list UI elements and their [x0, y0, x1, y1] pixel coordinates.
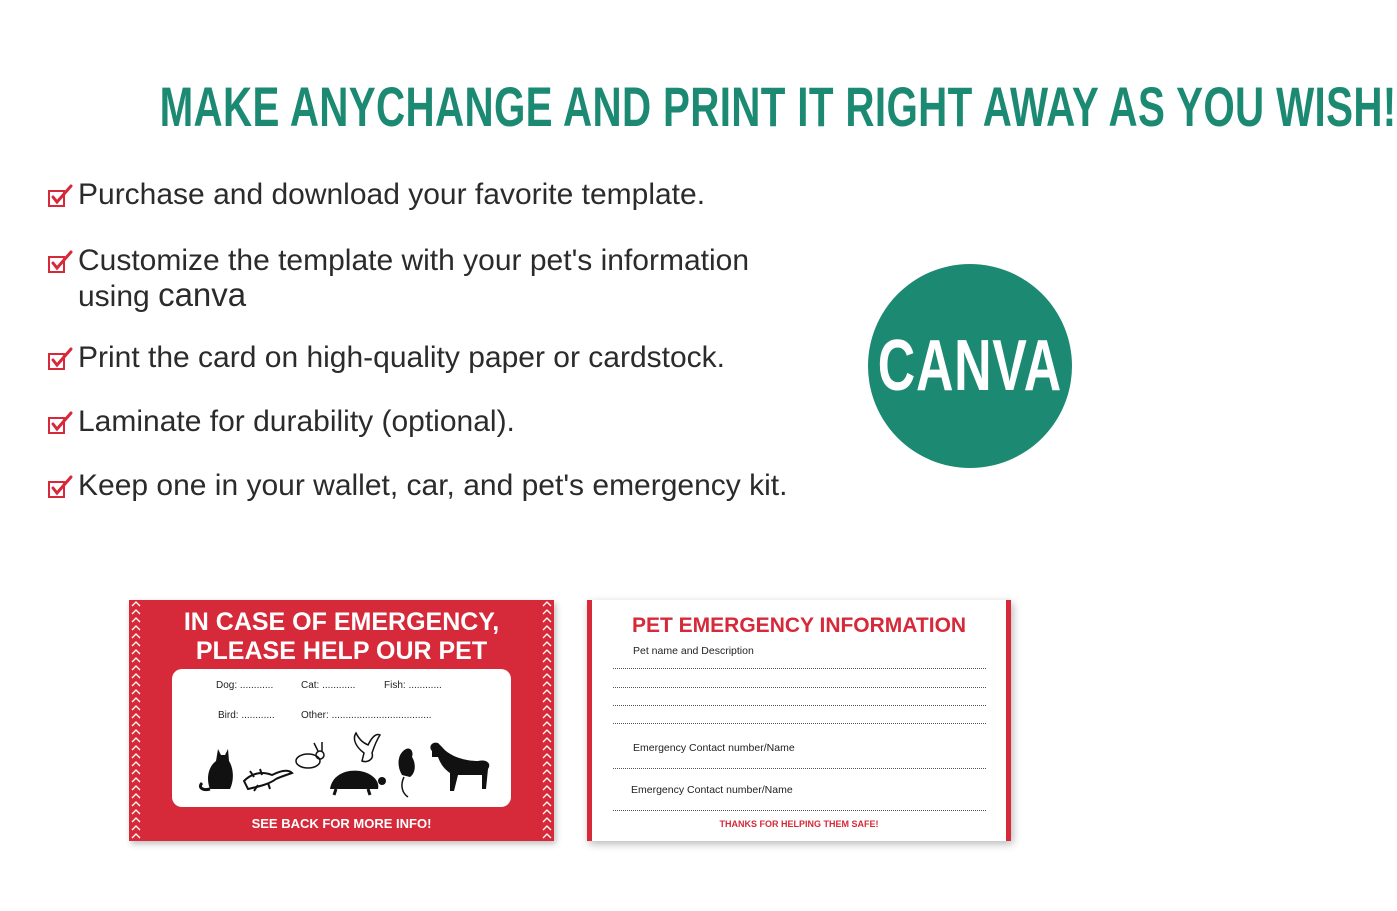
- back-card-title: PET EMERGENCY INFORMATION: [632, 614, 967, 637]
- dotted-line: [613, 668, 986, 669]
- emergency-contact-label-2: Emergency Contact number/Name: [631, 784, 793, 796]
- turtle-icon: [330, 771, 386, 795]
- rabbit-icon: [296, 742, 324, 768]
- cat-silhouette-icon: [200, 749, 232, 790]
- pet-name-label: Pet name and Description: [633, 645, 754, 657]
- dotted-line: [613, 705, 986, 706]
- dotted-line: [613, 768, 986, 769]
- step-item: [46, 341, 725, 375]
- step-text: Purchase and download your favorite template.: [78, 178, 706, 211]
- step-text-line2: [78, 278, 749, 314]
- checkbox-checked-icon: [46, 473, 74, 501]
- dog-field: Dog: ............: [216, 680, 274, 691]
- step-text: [78, 244, 749, 314]
- lizard-icon: [244, 769, 292, 791]
- step-text: Laminate for durability (optional).: [78, 405, 515, 438]
- checkbox-checked-icon: [46, 182, 74, 210]
- step-item: [46, 244, 749, 314]
- dotted-line: [613, 687, 986, 688]
- emergency-card-back: [587, 600, 1011, 841]
- pet-silhouettes: [196, 729, 496, 799]
- step-text: Keep one in your wallet, car, and pet's emergency kit.: [78, 469, 788, 502]
- rat-icon: [399, 748, 415, 797]
- step-text: Print the card on high-quality paper or cardstock.: [78, 341, 726, 374]
- page-headline: MAKE ANYCHANGE AND PRINT IT RIGHT AWAY AS YOU WISH!: [159, 75, 1397, 138]
- other-field: Other: ....................................: [301, 710, 432, 721]
- emergency-contact-label-1: Emergency Contact number/Name: [633, 742, 795, 754]
- step-text-line1: Customize the template with your pet's information: [78, 244, 750, 277]
- front-title-line1: IN CASE OF EMERGENCY,: [183, 608, 500, 636]
- pet-type-panel: [172, 669, 511, 807]
- front-card-title: [129, 608, 554, 666]
- dotted-line: [613, 810, 986, 811]
- back-card-footer: THANKS FOR HELPING THEM SAFE!: [719, 819, 879, 829]
- front-title-line2: PLEASE HELP OUR PET: [195, 637, 488, 665]
- step-item: [46, 469, 787, 503]
- bird-field: Bird: ............: [218, 710, 275, 721]
- dotted-line: [613, 723, 986, 724]
- canva-wordmark: canva: [158, 276, 247, 313]
- bird-icon: [354, 733, 380, 762]
- checkbox-checked-icon: [46, 345, 74, 373]
- dog-silhouette-icon: [430, 743, 489, 791]
- canva-badge-label: CANVA: [877, 326, 1063, 406]
- checkbox-checked-icon: [46, 409, 74, 437]
- step-item: [46, 178, 705, 212]
- step-text-using: using: [78, 280, 150, 313]
- fish-field: Fish: ............: [384, 680, 442, 691]
- canva-badge: [868, 264, 1072, 468]
- emergency-card-front: [129, 600, 554, 841]
- step-item: [46, 405, 515, 439]
- cat-field: Cat: ............: [301, 680, 356, 691]
- front-card-footer: SEE BACK FOR MORE INFO!: [251, 816, 432, 831]
- checkbox-checked-icon: [46, 248, 74, 276]
